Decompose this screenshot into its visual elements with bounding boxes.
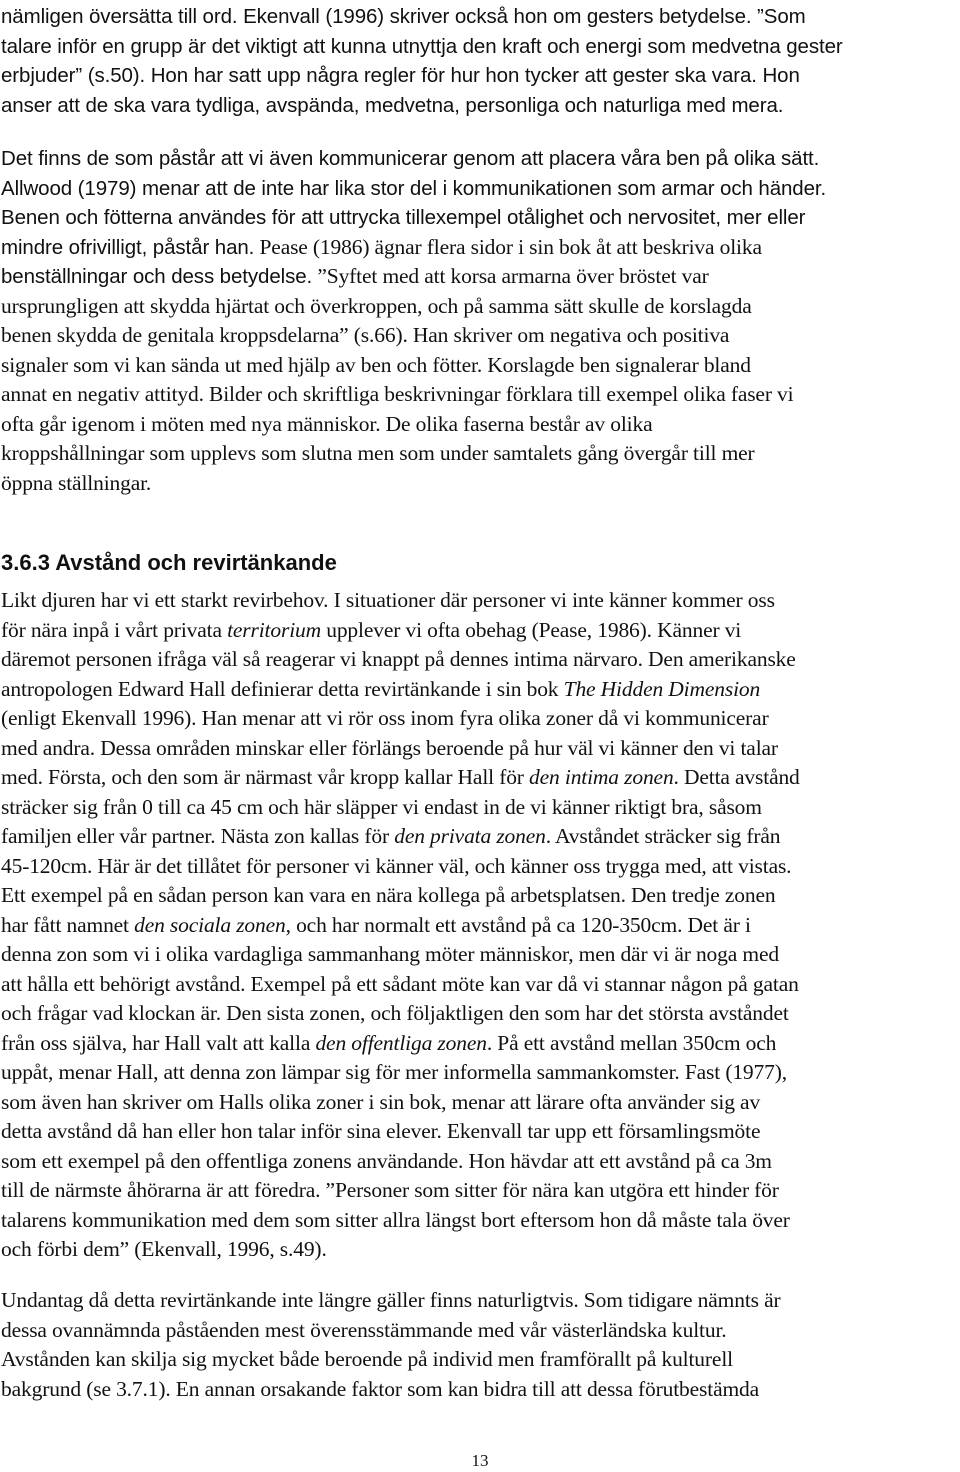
- text-line: och förbi dem” (Ekenvall, 1996, s.49).: [1, 1237, 327, 1261]
- text-line: annat en negativ attityd. Bilder och skriftliga beskrivningar förklara till exempel olika faser vi: [1, 382, 794, 406]
- text-line: som ett exempel på den offentliga zonens användande. Hon hävdar att ett avstånd på ca 3m: [1, 1148, 772, 1173]
- text-line: benställningar och dess betydelse. ”Syftet med att korsa armarna över bröstet var: [1, 264, 709, 288]
- text-line: 45-120cm. Här är det tillåtet för personer vi känner väl, och känner oss trygga med, att vistas.: [1, 853, 792, 878]
- text-line: Allwood (1979) menar att de inte har lika stor del i kommunikationen som armar och händer.: [1, 176, 827, 200]
- text-line: däremot personen ifråga väl så reagerar vi knappt på dennes intima närvaro. Den amerikanske: [1, 647, 796, 671]
- section-heading: 3.6.3 Avstånd och revirtänkande: [1, 550, 337, 575]
- text-line: denna zon som vi i olika vardagliga sammanhang möter människor, men där vi är noga med: [1, 942, 779, 966]
- emphasis: den offentliga zonen: [315, 1030, 487, 1055]
- text-line: antropologen Edward Hall definierar detta revirtänkande i sin bok The Hidden Dimension: [1, 676, 761, 701]
- book-title: The Hidden Dimension: [563, 676, 761, 701]
- text-line: benen skydda de genitala kroppsdelarna” (s.66). Han skriver om negativa och positiva: [1, 323, 730, 347]
- text-line: Ett exempel på en sådan person kan vara en nära kollega på arbetsplatsen. Den tredje zonen: [1, 883, 776, 907]
- text-line: anser att de ska vara tydliga, avspända, medvetna, personliga och naturliga med mera.: [1, 93, 784, 117]
- text-line: mindre ofrivilligt, påstår han. Pease (1986) ägnar flera sidor i sin bok åt att beskriva olika: [1, 234, 762, 259]
- text-line: från oss själva, har Hall valt att kalla den offentliga zonen. På ett avstånd mellan 350cm och: [1, 1030, 777, 1055]
- text-line: Benen och fötterna användes för att uttrycka tillexempel otålighet och nervositet, mer eller: [1, 206, 806, 229]
- text-line: signaler som vi kan sända ut med hjälp av ben och fötter. Korslagde ben signalerar bland: [1, 352, 751, 377]
- text-line: detta avstånd då han eller hon talar inför sina elever. Ekenvall tar upp ett församlingsmöte: [1, 1119, 761, 1143]
- text-line: familjen eller vår partner. Nästa zon kallas för den privata zonen. Avståndet sträcker sig från: [1, 824, 781, 848]
- page-number: 13: [471, 1451, 489, 1470]
- text-line: dessa ovannämnda påståenden mest överensstämmande med vår västerländska kultur.: [1, 1317, 727, 1342]
- text-line: med andra. Dessa områden minskar eller förlängs beroende på hur väl vi känner den vi talar: [1, 735, 778, 760]
- emphasis: den intima zonen: [529, 765, 674, 789]
- text-line: kroppshållningar som upplevs som slutna men som under samtalets gång övergår till mer: [1, 441, 755, 465]
- text-line: öppna ställningar.: [1, 470, 152, 495]
- text-line: (enligt Ekenvall 1996). Han menar att vi rör oss inom fyra olika zoner då vi kommunicerar: [1, 706, 769, 730]
- paragraph-legs: [1, 144, 959, 498]
- text-line: Avstånden kan skilja sig mycket både beroende på individ men framförallt på kulturell: [1, 1347, 733, 1371]
- paragraph-gestures: [1, 2, 959, 120]
- paragraph-territory: [1, 586, 959, 1265]
- emphasis: den sociala zonen: [134, 912, 286, 937]
- text-line: nämligen översätta till ord. Ekenvall (1996) skriver också hon om gesters betydelse. ”Som: [1, 5, 806, 28]
- text-line: som även han skriver om Halls olika zoner i sin bok, menar att lärare ofta använder sig av: [1, 1089, 761, 1114]
- text-line: och frågar vad klockan är. Den sista zonen, och följaktligen den som har det största avståndet: [1, 1001, 789, 1025]
- text-line: Det finns de som påstår att vi även kommunicerar genom att placera våra ben på olika sätt.: [1, 147, 820, 170]
- text-line: till de närmste åhörarna är att föredra. ”Personer som sitter för nära kan utgöra ett hinder för: [1, 1178, 779, 1202]
- text-line: Likt djuren har vi ett starkt revirbehov. I situationer där personer vi inte känner kommer oss: [1, 588, 775, 612]
- text-line: ofta går igenom i möten med nya människor. De olika faserna består av olika: [1, 411, 653, 436]
- text-line: har fått namnet den sociala zonen, och har normalt ett avstånd på ca 120-350cm. Det är i: [1, 912, 751, 937]
- text-line: talare inför en grupp är det viktigt att kunna utnyttja den kraft och energi som medvetna gester: [1, 34, 843, 58]
- emphasis: territorium: [227, 617, 321, 642]
- emphasis: den privata zonen: [394, 824, 546, 848]
- paragraph-exceptions: [1, 1286, 959, 1404]
- text-line: ursprungligen att skydda hjärtat och överkroppen, och på samma sätt skulle de korslagda: [1, 293, 752, 318]
- text-line: talarens kommunikation med dem som sitter allra längst bort eftersom hon då måste tala över: [1, 1207, 790, 1232]
- text-line: sträcker sig från 0 till ca 45 cm och här släpper vi endast in de vi känner riktigt bra, såsom: [1, 794, 762, 819]
- text-line: bakgrund (se 3.7.1). En annan orsakande faktor som kan bidra till att dessa förutbestämda: [1, 1376, 760, 1401]
- text-line: med. Första, och den som är närmast vår kropp kallar Hall för den intima zonen. Detta avstånd: [1, 765, 800, 789]
- text-line: erbjuder” (s.50). Hon har satt upp några regler för hur hon tycker att gester ska vara. Hon: [1, 64, 800, 87]
- text-line: Undantag då detta revirtänkande inte längre gäller finns naturligtvis. Som tidigare nämnts är: [1, 1288, 781, 1312]
- text-line: att hålla ett behörigt avstånd. Exempel på ett sådant möte kan var då vi stannar någon på gatan: [1, 971, 799, 996]
- text-line: uppåt, menar Hall, att denna zon lämpar sig för mer informella sammankomster. Fast (1977),: [1, 1060, 787, 1084]
- text-line: för nära inpå i vårt privata territorium upplever vi ofta obehag (Pease, 1986). Känner vi: [1, 617, 742, 642]
